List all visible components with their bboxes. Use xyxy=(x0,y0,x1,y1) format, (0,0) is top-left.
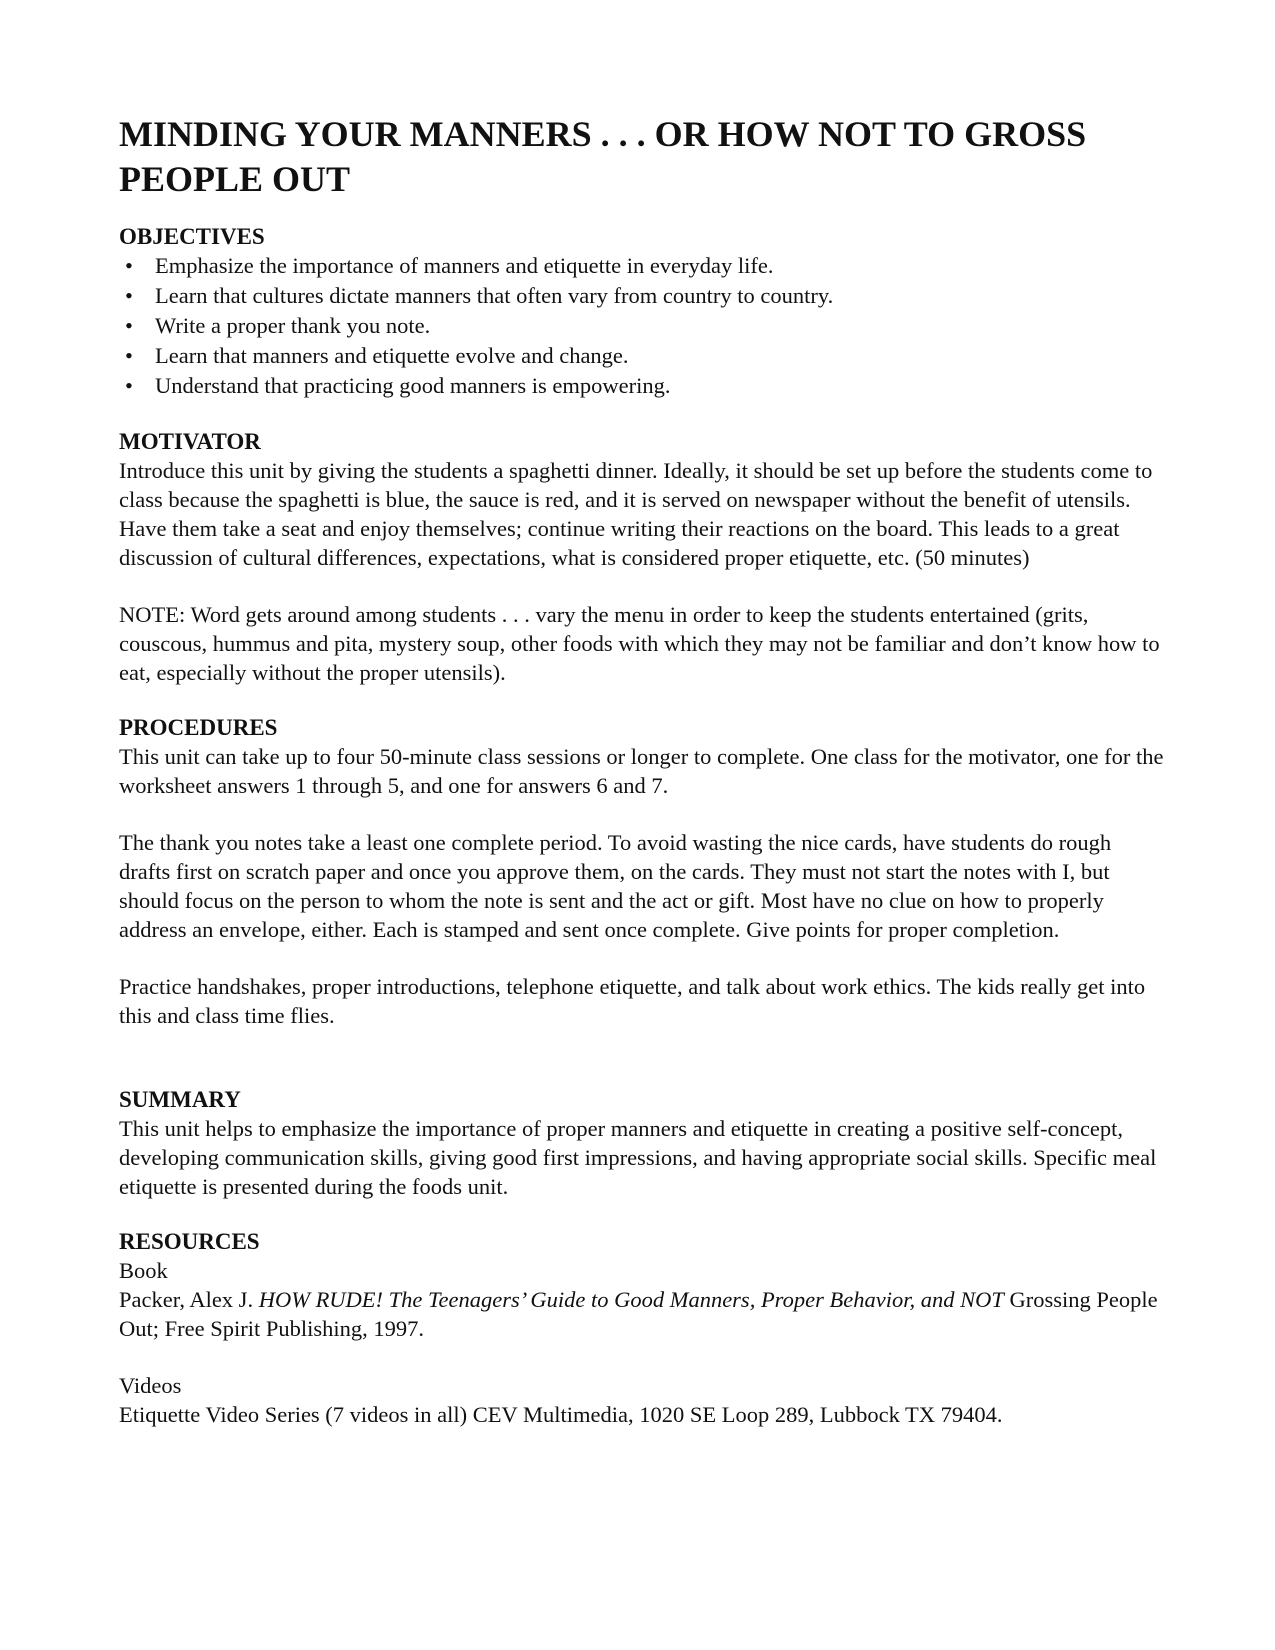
procedures-paragraph-2: The thank you notes take a least one complete period. To avoid wasting the nice cards, have students do rough drafts first on scratch paper and once you approve them, on the cards. They must not start the notes with I, but should focus on the person to whom the note is sent and the act or gift. Most have no clue on how to properly address an envelope, either. Each is stamped and sent once complete. Give points for proper completion. xyxy=(119,830,1112,942)
resources-heading: RESOURCES xyxy=(119,1229,260,1254)
bullet-icon: • xyxy=(125,283,133,308)
procedures-paragraph-3: Practice handshakes, proper introductions, telephone etiquette, and talk about work ethics. The kids really get into this and class time flies. xyxy=(119,974,1146,1028)
summary-heading: SUMMARY xyxy=(119,1087,241,1112)
list-item: • Emphasize the importance of manners and etiquette in everyday life. xyxy=(119,251,1164,281)
bullet-icon: • xyxy=(125,373,133,398)
list-item: • Write a proper thank you note. xyxy=(119,311,1164,341)
videos-entry: Etiquette Video Series (7 videos in all) CEV Multimedia, 1020 SE Loop 289, Lubbock TX 79404. xyxy=(119,1402,1003,1427)
motivator-section xyxy=(119,427,1164,687)
videos-label: Videos xyxy=(119,1373,182,1398)
objectives-heading: OBJECTIVES xyxy=(119,224,265,249)
resources-section xyxy=(119,1227,1164,1429)
procedures-heading: PROCEDURES xyxy=(119,715,278,740)
objectives-list xyxy=(119,251,1164,401)
motivator-heading: MOTIVATOR xyxy=(119,429,261,454)
book-publisher: Grossing People Out; Free Spirit Publishing, 1997. xyxy=(119,1287,1158,1341)
book-author: Packer, Alex J. xyxy=(119,1287,259,1312)
list-item: • Learn that cultures dictate manners that often vary from country to country. xyxy=(119,281,1164,311)
book-title: HOW RUDE! The Teenagers’ Guide to Good Manners, Proper Behavior, and NOT xyxy=(258,1287,1004,1312)
book-label: Book xyxy=(119,1258,168,1283)
bullet-icon: • xyxy=(125,253,133,278)
list-item: • Learn that manners and etiquette evolve and change. xyxy=(119,341,1164,371)
procedures-paragraph-1: This unit can take up to four 50-minute class sessions or longer to complete. One class for the motivator, one for the worksheet answers 1 through 5, and one for answers 6 and 7. xyxy=(119,744,1164,798)
summary-body: This unit helps to emphasize the importance of proper manners and etiquette in creating a positive self-concept, developing communication skills, giving good first impressions, and having appropriate social skills. Specific meal etiquette is presented during the foods unit. xyxy=(119,1116,1157,1199)
motivator-body: Introduce this unit by giving the students a spaghetti dinner. Ideally, it should be set up before the students come to class because the spaghetti is blue, the sauce is red, and it is served on newspaper without the benefit of utensils. Have them take a seat and enjoy themselves; continue writing their reactions on the board. This leads to a great discussion of cultural differences, expectations, what is considered proper etiquette, etc. (50 minutes) xyxy=(119,458,1153,570)
summary-section xyxy=(119,1085,1164,1201)
procedures-section xyxy=(119,713,1164,1030)
bullet-icon: • xyxy=(125,343,133,368)
book-citation xyxy=(119,1285,1164,1343)
document-title: MINDING YOUR MANNERS . . . OR HOW NOT TO GROSS PEOPLE OUT xyxy=(119,114,1087,199)
objectives-section xyxy=(119,222,1164,401)
list-item: • Understand that practicing good manners is empowering. xyxy=(119,371,1164,401)
document-page xyxy=(119,112,1164,1429)
bullet-icon: • xyxy=(125,313,133,338)
motivator-note: NOTE: Word gets around among students . . . vary the menu in order to keep the students entertained (grits, couscous, hummus and pita, mystery soup, other foods with which they may not be familiar and don’t know how to eat, especially without the proper utensils). xyxy=(119,602,1160,685)
